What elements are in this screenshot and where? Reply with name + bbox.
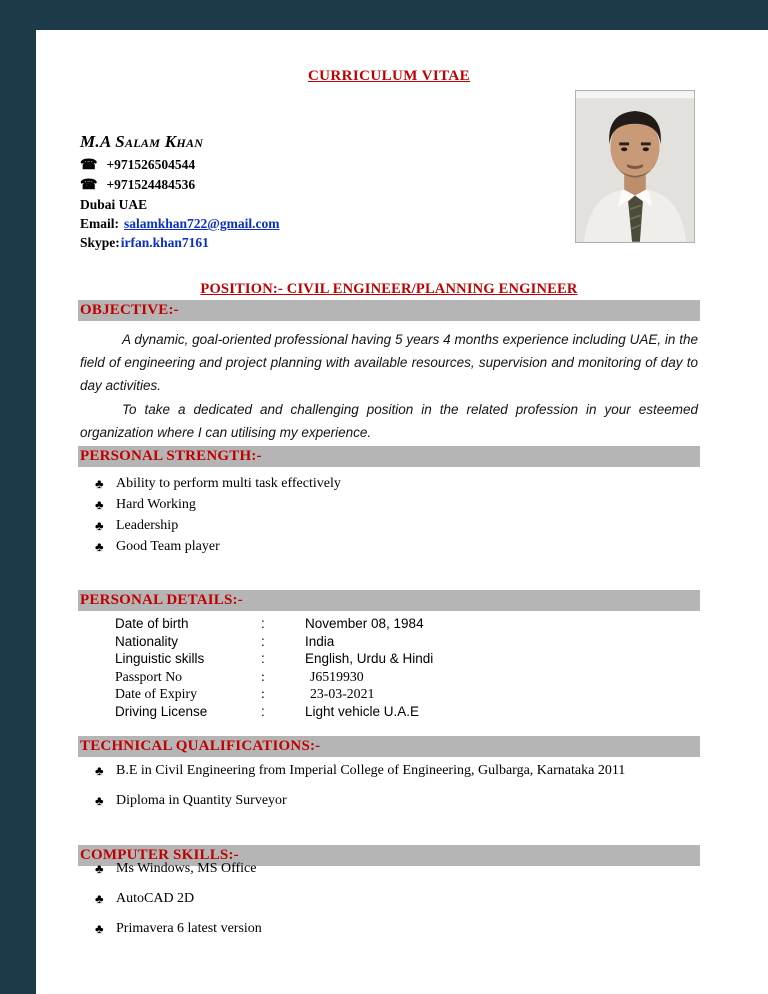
- skype-line: [80, 233, 520, 252]
- computer-skills-list: [95, 861, 695, 951]
- contact-block: [80, 132, 520, 252]
- location-line: Dubai UAE: [80, 197, 148, 212]
- personal-strength-list: [95, 476, 695, 560]
- list-item: [95, 891, 695, 907]
- club-bullet-icon: ♣: [95, 497, 104, 512]
- list-item: [95, 921, 695, 937]
- personal-details-table: [115, 615, 675, 720]
- club-bullet-icon: ♣: [95, 476, 104, 491]
- skill-item-text: Ms Windows, MS Office: [116, 861, 257, 876]
- skype-label: Skype:: [80, 235, 120, 250]
- phone-line-2: [80, 175, 520, 195]
- phone-number-1: +971526504544: [106, 157, 196, 172]
- objective-paragraph-1: A dynamic, goal-oriented professional having 5 years 4 months experience including UAE, in the field of engineering and project planning with available resources, supervision and monitoring of day to day activities.: [80, 332, 698, 393]
- section-heading-objective: OBJECTIVE:-: [78, 300, 700, 321]
- section-heading-personal-strength: PERSONAL STRENGTH:-: [78, 446, 700, 467]
- detail-separator: :: [261, 651, 265, 666]
- detail-row: [115, 685, 675, 703]
- club-bullet-icon: ♣: [95, 763, 104, 778]
- phone-icon: ☎: [80, 158, 98, 173]
- strength-item-text: Good Team player: [116, 539, 220, 554]
- detail-row: [115, 650, 675, 668]
- strength-item-text: Hard Working: [116, 497, 196, 512]
- detail-separator: :: [261, 616, 265, 631]
- skype-link[interactable]: irfan.khan7161: [120, 235, 209, 250]
- qualification-item-text: Diploma in Quantity Surveyor: [116, 793, 287, 808]
- section-heading-personal-details: PERSONAL DETAILS:-: [78, 590, 700, 611]
- person-portrait-graphic: [576, 91, 694, 242]
- list-item: [95, 539, 695, 554]
- detail-label: Date of Expiry: [115, 686, 197, 701]
- qualification-item-text: B.E in Civil Engineering from Imperial College of Engineering, Gulbarga, Karnataka 2011: [116, 763, 626, 778]
- club-bullet-icon: ♣: [95, 539, 104, 554]
- objective-paragraph-2: To take a dedicated and challenging position in the related profession in your esteemed organization where I can utilising my experience.: [80, 402, 698, 440]
- profile-photo: [575, 90, 695, 243]
- detail-value: Light vehicle U.A.E: [305, 703, 420, 719]
- list-item: [95, 763, 695, 779]
- detail-label: Nationality: [115, 633, 179, 649]
- club-bullet-icon: ♣: [95, 861, 104, 876]
- detail-separator: :: [261, 633, 265, 649]
- detail-label: Passport No: [115, 668, 183, 684]
- detail-row: [115, 615, 675, 633]
- phone-number-2: +971524484536: [106, 177, 196, 192]
- detail-value: November 08, 1984: [305, 616, 424, 631]
- strength-item-text: Ability to perform multi task effectively: [116, 476, 341, 491]
- detail-value: India: [305, 633, 335, 649]
- detail-label: Driving License: [115, 703, 208, 719]
- top-border: [0, 0, 768, 30]
- detail-separator: :: [261, 668, 265, 684]
- phone-icon: ☎: [80, 178, 98, 193]
- club-bullet-icon: ♣: [95, 891, 104, 906]
- detail-separator: :: [261, 686, 265, 701]
- detail-value: 23-03-2021: [310, 686, 375, 701]
- list-item: [95, 476, 695, 491]
- skill-item-text: Primavera 6 latest version: [116, 921, 262, 936]
- position-title: POSITION:- CIVIL ENGINEER/PLANNING ENGINEER: [200, 281, 578, 297]
- list-item: [95, 861, 695, 877]
- cv-title: CURRICULUM VITAE: [307, 68, 471, 84]
- detail-value: English, Urdu & Hindi: [305, 651, 434, 666]
- email-label: Email:: [80, 216, 119, 231]
- club-bullet-icon: ♣: [95, 921, 104, 936]
- email-line: [80, 214, 520, 233]
- detail-row: [115, 633, 675, 651]
- detail-row: [115, 703, 675, 721]
- candidate-name: M.A Salam Khan: [80, 132, 204, 151]
- list-item: [95, 518, 695, 533]
- skill-item-text: AutoCAD 2D: [116, 891, 195, 906]
- detail-separator: :: [261, 703, 265, 719]
- technical-qualifications-list: [95, 763, 695, 823]
- section-heading-technical-qualifications: TECHNICAL QUALIFICATIONS:-: [78, 736, 700, 757]
- detail-value: J6519930: [310, 668, 364, 684]
- strength-item-text: Leadership: [116, 518, 179, 533]
- list-item: [95, 497, 695, 512]
- list-item: [95, 793, 695, 809]
- club-bullet-icon: ♣: [95, 793, 104, 808]
- detail-label: Date of birth: [115, 616, 189, 631]
- detail-row: [115, 668, 675, 686]
- email-link[interactable]: salamkhan722@gmail.com: [124, 216, 280, 231]
- section-heading-computer-skills: COMPUTER SKILLS:-: [78, 845, 700, 866]
- phone-line-1: [80, 155, 520, 175]
- detail-label: Linguistic skills: [115, 651, 205, 666]
- left-border: [0, 0, 36, 994]
- club-bullet-icon: ♣: [95, 518, 104, 533]
